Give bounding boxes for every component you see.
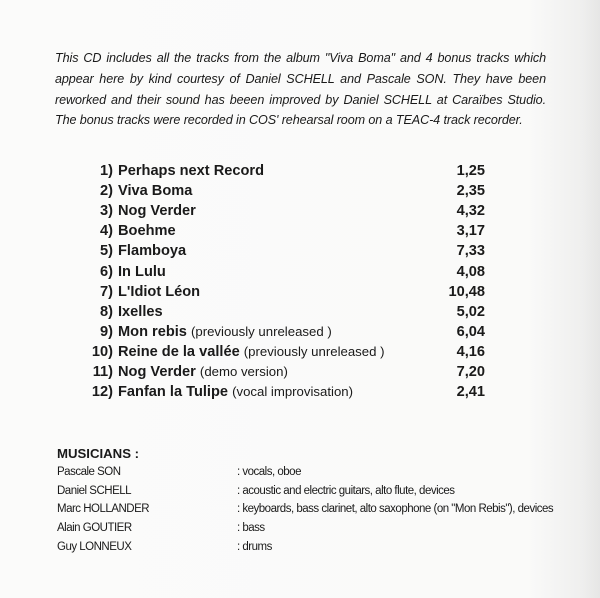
track-note: (demo version) bbox=[199, 363, 288, 379]
track-number: 1) bbox=[100, 163, 113, 180]
track-title: Perhaps next Record bbox=[118, 163, 264, 180]
track-title-cell bbox=[118, 183, 425, 199]
track-title: Nog Verder bbox=[118, 203, 196, 220]
track-list bbox=[60, 161, 485, 402]
musicians-heading: MUSICIANS : bbox=[57, 446, 140, 461]
track-number: 8) bbox=[100, 303, 113, 320]
track-row bbox=[60, 201, 485, 221]
track-title: Fanfan la Tulipe bbox=[118, 384, 229, 401]
track-number: 3) bbox=[100, 203, 113, 220]
track-duration: 5,02 bbox=[456, 303, 485, 320]
track-number: 6) bbox=[100, 263, 113, 280]
musicians-section bbox=[57, 446, 587, 556]
track-title: Reine de la vallée bbox=[118, 343, 240, 360]
track-number: 12) bbox=[91, 384, 113, 401]
track-row bbox=[60, 161, 485, 181]
track-duration: 7,20 bbox=[456, 363, 485, 380]
track-number: 4) bbox=[100, 223, 113, 240]
track-row bbox=[60, 362, 485, 382]
track-title: L'Idiot Léon bbox=[118, 283, 201, 300]
track-duration: 3,17 bbox=[456, 223, 485, 240]
track-duration: 4,16 bbox=[456, 343, 485, 360]
track-title-cell bbox=[118, 223, 425, 239]
track-duration: 1,25 bbox=[456, 163, 485, 180]
musician-role: : acoustic and electric guitars, alto flute, devices bbox=[237, 484, 455, 497]
track-duration: 2,35 bbox=[456, 183, 485, 200]
liner-notes-intro: This CD includes all the tracks from the album "Viva Boma" and 4 bonus tracks which appear here by kind courtesy of Daniel SCHELL and Pascale SON. They have been reworked and their sound has beeen improved by Daniel SCHELL at Caraïbes Studio. The bonus tracks were recorded in COS' rehearsal room on a TEAC-4 track recorder. bbox=[55, 51, 546, 128]
track-number: 10) bbox=[91, 343, 113, 360]
musician-name: Daniel SCHELL bbox=[57, 484, 132, 497]
track-row bbox=[60, 342, 485, 362]
musician-role: : keyboards, bass clarinet, alto saxophone (on "Mon Rebis"), devices bbox=[237, 503, 554, 516]
track-title-cell bbox=[118, 364, 425, 380]
track-title-cell bbox=[118, 163, 425, 179]
track-title: Viva Boma bbox=[118, 183, 193, 200]
track-title: Nog Verder bbox=[118, 363, 196, 380]
track-duration: 7,33 bbox=[456, 243, 485, 260]
track-duration: 6,04 bbox=[456, 323, 485, 340]
track-duration: 4,32 bbox=[456, 203, 485, 220]
track-note: (previously unreleased ) bbox=[190, 323, 332, 339]
track-row bbox=[60, 241, 485, 261]
musician-name: Alain GOUTIER bbox=[57, 522, 132, 535]
track-title-cell bbox=[118, 243, 425, 259]
track-row bbox=[60, 261, 485, 281]
track-number: 11) bbox=[92, 363, 113, 380]
musician-row bbox=[57, 500, 587, 519]
track-note: (previously unreleased ) bbox=[243, 343, 385, 359]
track-duration: 10,48 bbox=[448, 283, 485, 300]
musician-name: Pascale SON bbox=[57, 466, 121, 479]
track-title-cell bbox=[118, 203, 425, 219]
musician-row bbox=[57, 482, 587, 501]
track-title: In Lulu bbox=[118, 263, 166, 280]
musician-name: Marc HOLLANDER bbox=[57, 503, 150, 516]
track-title-cell bbox=[118, 264, 425, 280]
musician-role: : drums bbox=[237, 540, 272, 553]
musicians-list bbox=[57, 463, 587, 556]
track-duration: 2,41 bbox=[456, 384, 485, 401]
track-row bbox=[60, 382, 485, 402]
track-row bbox=[60, 221, 485, 241]
musician-name: Guy LONNEUX bbox=[57, 540, 132, 553]
track-note: (vocal improvisation) bbox=[232, 384, 354, 400]
track-title: Boehme bbox=[118, 223, 176, 240]
track-row bbox=[60, 282, 485, 302]
track-row bbox=[60, 181, 485, 201]
track-row bbox=[60, 302, 485, 322]
musician-row bbox=[57, 463, 587, 482]
musician-row bbox=[57, 537, 587, 556]
track-title-cell bbox=[118, 304, 425, 320]
track-title-cell bbox=[118, 344, 425, 360]
track-title: Flamboya bbox=[118, 243, 187, 260]
track-number: 5) bbox=[100, 243, 113, 260]
track-number: 7) bbox=[100, 283, 113, 300]
musician-role: : vocals, oboe bbox=[237, 466, 301, 479]
musician-role: : bass bbox=[237, 522, 265, 535]
track-title-cell bbox=[118, 384, 425, 400]
track-title-cell bbox=[118, 324, 425, 340]
track-title-cell bbox=[118, 284, 425, 300]
track-title: Ixelles bbox=[118, 303, 163, 320]
track-row bbox=[60, 322, 485, 342]
track-number: 2) bbox=[100, 183, 113, 200]
track-number: 9) bbox=[100, 323, 113, 340]
musician-row bbox=[57, 519, 587, 538]
track-title: Mon rebis bbox=[118, 323, 187, 340]
track-duration: 4,08 bbox=[456, 263, 485, 280]
